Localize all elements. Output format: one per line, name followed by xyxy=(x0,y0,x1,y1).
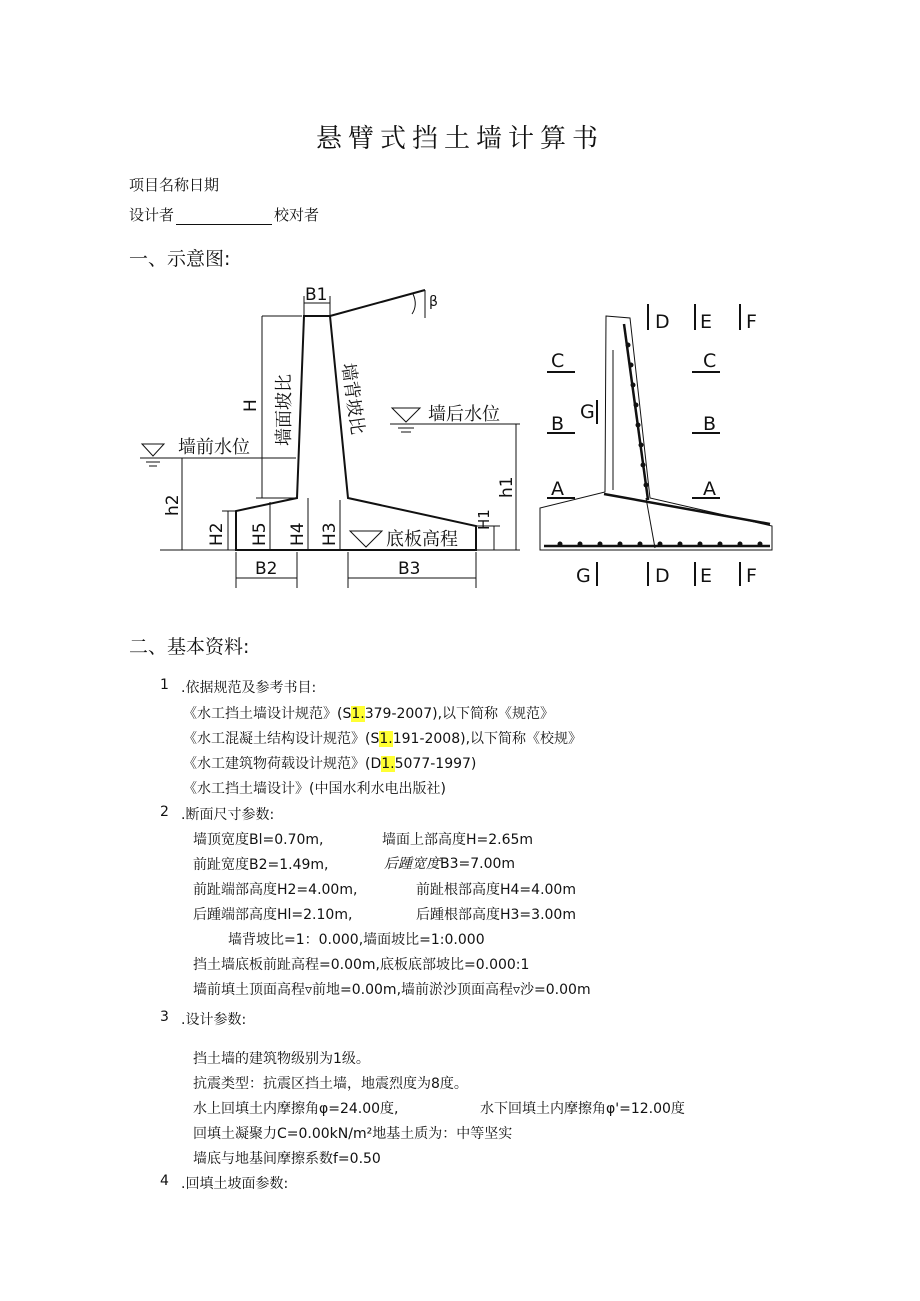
param-grade: 挡土墙的建筑物级别为1级。 xyxy=(193,1051,370,1067)
label-H4: H4 xyxy=(288,522,308,546)
label-g-bottom: G xyxy=(576,565,591,587)
ref-3-post: 5077-1997) xyxy=(394,756,477,772)
label-base-elevation: 底板高程 xyxy=(386,529,458,550)
label-H2: H2 xyxy=(207,522,227,546)
label-front-slope: 墙面坡比 xyxy=(274,374,295,446)
param-top-width: 墙顶宽度Bl=0.70m, xyxy=(193,832,324,848)
param-phi-above: 水上回填土内摩擦角φ=24.00度, xyxy=(193,1101,399,1117)
label-b2: B2 xyxy=(255,559,278,579)
project-line: 项目名称日期 xyxy=(129,176,220,194)
param-phi-below: 水下回填土内摩擦角φ'=12.00度 xyxy=(480,1101,685,1117)
param-heel-width xyxy=(384,853,515,873)
label-a-left: A xyxy=(551,478,564,500)
param-cohesion: 回填土凝聚力C=0.00kN/m²地基土质为：中等坚实 xyxy=(193,1126,513,1142)
label-H5: H5 xyxy=(250,522,270,546)
label-b3: B3 xyxy=(398,559,421,579)
param-heel-end-height: 后踵端部高度Hl=2.10m, xyxy=(193,907,353,923)
label-a-right: A xyxy=(703,478,716,500)
ref-2-post: 191-2008),以下简称《校规》 xyxy=(392,731,583,747)
ref-1 xyxy=(183,703,554,723)
label-back-water: 墙后水位 xyxy=(428,404,500,425)
ref-1-pre: 《水工挡土墙设计规范》(S xyxy=(183,706,352,722)
item3-title: .设计参数: xyxy=(181,1012,247,1028)
item2-number: 2 xyxy=(160,804,169,820)
section1-heading: 一、示意图: xyxy=(129,248,231,270)
label-e-top: E xyxy=(700,311,713,333)
label-b-right: B xyxy=(703,413,717,435)
label-H1: H1 xyxy=(475,509,493,530)
label-h: H xyxy=(241,399,261,412)
label-H3: H3 xyxy=(320,522,340,546)
param-heel-width-label: 后踵宽度 xyxy=(384,856,440,872)
retaining-wall-dimension-diagram xyxy=(120,270,520,600)
label-f-bottom: F xyxy=(746,565,757,587)
label-b-left: B xyxy=(551,413,565,435)
ref-1-mark: 1. xyxy=(351,706,365,722)
designer-blank xyxy=(176,210,272,225)
ref-3-mark: 1. xyxy=(381,756,395,772)
param-heel-root-height: 后踵根部高度H3=3.00m xyxy=(416,907,576,923)
param-upper-height: 墙面上部高度H=2.65m xyxy=(382,832,534,848)
ref-2-mark: 1. xyxy=(379,731,393,747)
label-d-top: D xyxy=(655,311,670,333)
label-beta: β xyxy=(429,294,438,310)
item4-number: 4 xyxy=(160,1173,169,1189)
label-h1-lower: h1 xyxy=(497,476,517,498)
param-toe-root-height: 前趾根部高度H4=4.00m xyxy=(416,882,576,898)
param-toe-end-height: 前趾端部高度H2=4.00m, xyxy=(193,882,358,898)
item4-title: .回填土坡面参数: xyxy=(181,1176,289,1192)
param-slopes: 墙背坡比=1：0.000,墙面坡比=1:0.000 xyxy=(228,932,485,948)
reinforcement-section-diagram xyxy=(530,290,780,600)
param-friction: 墙底与地基间摩擦系数f=0.50 xyxy=(193,1151,381,1167)
ref-2 xyxy=(183,728,582,748)
ref-2-pre: 《水工混凝土结构设计规范》(S xyxy=(183,731,380,747)
label-h2-lower: h2 xyxy=(163,494,183,516)
label-front-water: 墙前水位 xyxy=(178,437,250,458)
designer-label: 设计者 xyxy=(129,206,175,224)
label-d-bottom: D xyxy=(655,565,670,587)
param-heel-width-value: B3=7.00m xyxy=(440,856,516,872)
label-c-left: C xyxy=(551,350,565,372)
ref-4 xyxy=(183,778,446,798)
item3-number: 3 xyxy=(160,1009,169,1025)
label-b1: B1 xyxy=(305,285,328,305)
ref-3 xyxy=(183,753,476,773)
label-g-top: G xyxy=(580,401,595,423)
ref-3-pre: 《水工建筑物荷载设计规范》(D xyxy=(183,756,382,772)
section2-heading: 二、基本资料: xyxy=(129,636,250,658)
param-base-elevation: 挡土墙底板前趾高程=0.00m,底板底部坡比=0.000:1 xyxy=(193,957,530,973)
ref-4-pre: 《水工挡土墙设计》(中国水利水电出版社) xyxy=(183,781,446,797)
designer-line xyxy=(129,204,319,225)
checker-label: 校对者 xyxy=(274,206,320,224)
item1-number: 1 xyxy=(160,677,169,693)
param-fill-elevation: 墙前填土顶面高程▿前地=0.00m,墙前淤沙顶面高程▿沙=0.00m xyxy=(193,982,591,998)
item2-title: .断面尺寸参数: xyxy=(181,807,275,823)
param-seismic: 抗震类型：抗震区挡土墙，地震烈度为8度。 xyxy=(193,1076,468,1092)
item1-title: .依据规范及参考书目: xyxy=(181,680,317,696)
page-title: 悬臂式挡土墙计算书 xyxy=(315,124,604,154)
label-f-top: F xyxy=(746,311,757,333)
param-toe-width: 前趾宽度B2=1.49m, xyxy=(193,857,329,873)
label-e-bottom: E xyxy=(700,565,713,587)
label-back-slope: 墙背坡比 xyxy=(337,361,368,436)
ref-1-post: 379-2007),以下简称《规范》 xyxy=(364,706,555,722)
label-c-right: C xyxy=(703,350,717,372)
